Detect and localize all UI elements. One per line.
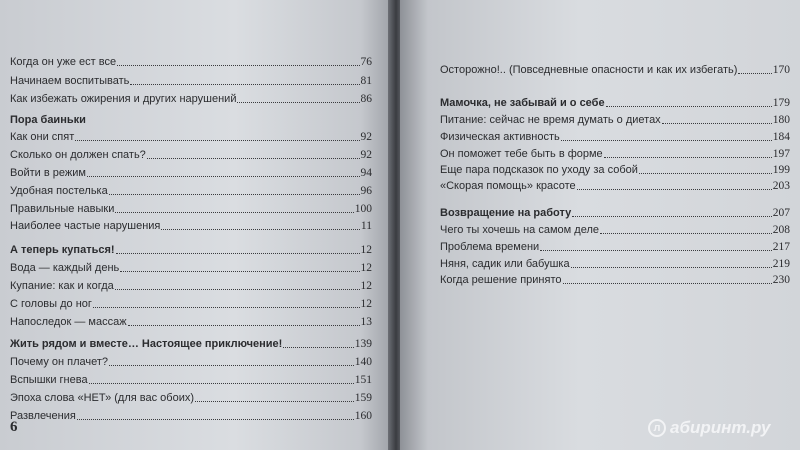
toc-entry: Напоследок — массаж 13 <box>10 316 372 328</box>
toc-entry: Вода — каждый день 12 <box>10 262 372 274</box>
toc-entry: Еще пара подсказок по уходу за собой 199 <box>440 164 790 176</box>
toc-entry: Осторожно!.. (Повседневные опасности и как их избегать) 170 <box>440 64 790 76</box>
toc-entry: С головы до ног 12 <box>10 298 372 310</box>
section-heading: Возвращение на работу 207 <box>440 207 790 219</box>
toc-entry: Проблема времени 217 <box>440 241 790 253</box>
toc-entry: Начинаем воспитывать 81 <box>10 75 372 87</box>
toc-entry: Он поможет тебе быть в форме 197 <box>440 148 790 160</box>
right-page <box>400 0 800 450</box>
toc-entry: Как они спят 92 <box>10 131 372 143</box>
toc-entry: Няня, садик или бабушка 219 <box>440 258 790 270</box>
toc-entry: Купание: как и когда 12 <box>10 280 372 292</box>
toc-entry: Войти в режим 94 <box>10 167 372 179</box>
section-heading: Мамочка, не забывай и о себе 179 <box>440 97 790 109</box>
toc-entry: Сколько он должен спать? 92 <box>10 149 372 161</box>
toc-entry: Вспышки гнева 151 <box>10 374 372 386</box>
toc-entry: Правильные навыки 100 <box>10 203 372 215</box>
toc-entry: «Скорая помощь» красоте 203 <box>440 180 790 192</box>
watermark-text: абиринт.ру <box>670 418 771 437</box>
toc-entry: Питание: сейчас не время думать о диетах 180 <box>440 114 790 126</box>
toc-entry: Эпоха слова «НЕТ» (для вас обоих) 159 <box>10 392 372 404</box>
toc-entry: Чего ты хочешь на самом деле 208 <box>440 224 790 236</box>
toc-entry: Развлечения 160 <box>10 410 372 422</box>
section-heading: Пора баиньки <box>10 114 86 126</box>
toc-entry: Наиболее частые нарушения 11 <box>10 220 372 232</box>
toc-entry: Как избежать ожирения и других нарушений 86 <box>10 93 372 105</box>
toc-entry: Почему он плачет? 140 <box>10 356 372 368</box>
page-number: 6 <box>10 419 18 435</box>
labirint-logo-icon: л <box>648 419 666 437</box>
toc-entry: Когда он уже ест все 76 <box>10 56 372 68</box>
toc-entry: Удобная постелька 96 <box>10 185 372 197</box>
left-page <box>0 0 392 450</box>
section-heading: Жить рядом и вместе… Настоящее приключение! 139 <box>10 338 372 350</box>
section-heading: А теперь купаться! 12 <box>10 244 372 256</box>
toc-entry: Когда решение принято 230 <box>440 274 790 286</box>
watermark <box>648 418 770 438</box>
toc-entry: Физическая активность 184 <box>440 131 790 143</box>
